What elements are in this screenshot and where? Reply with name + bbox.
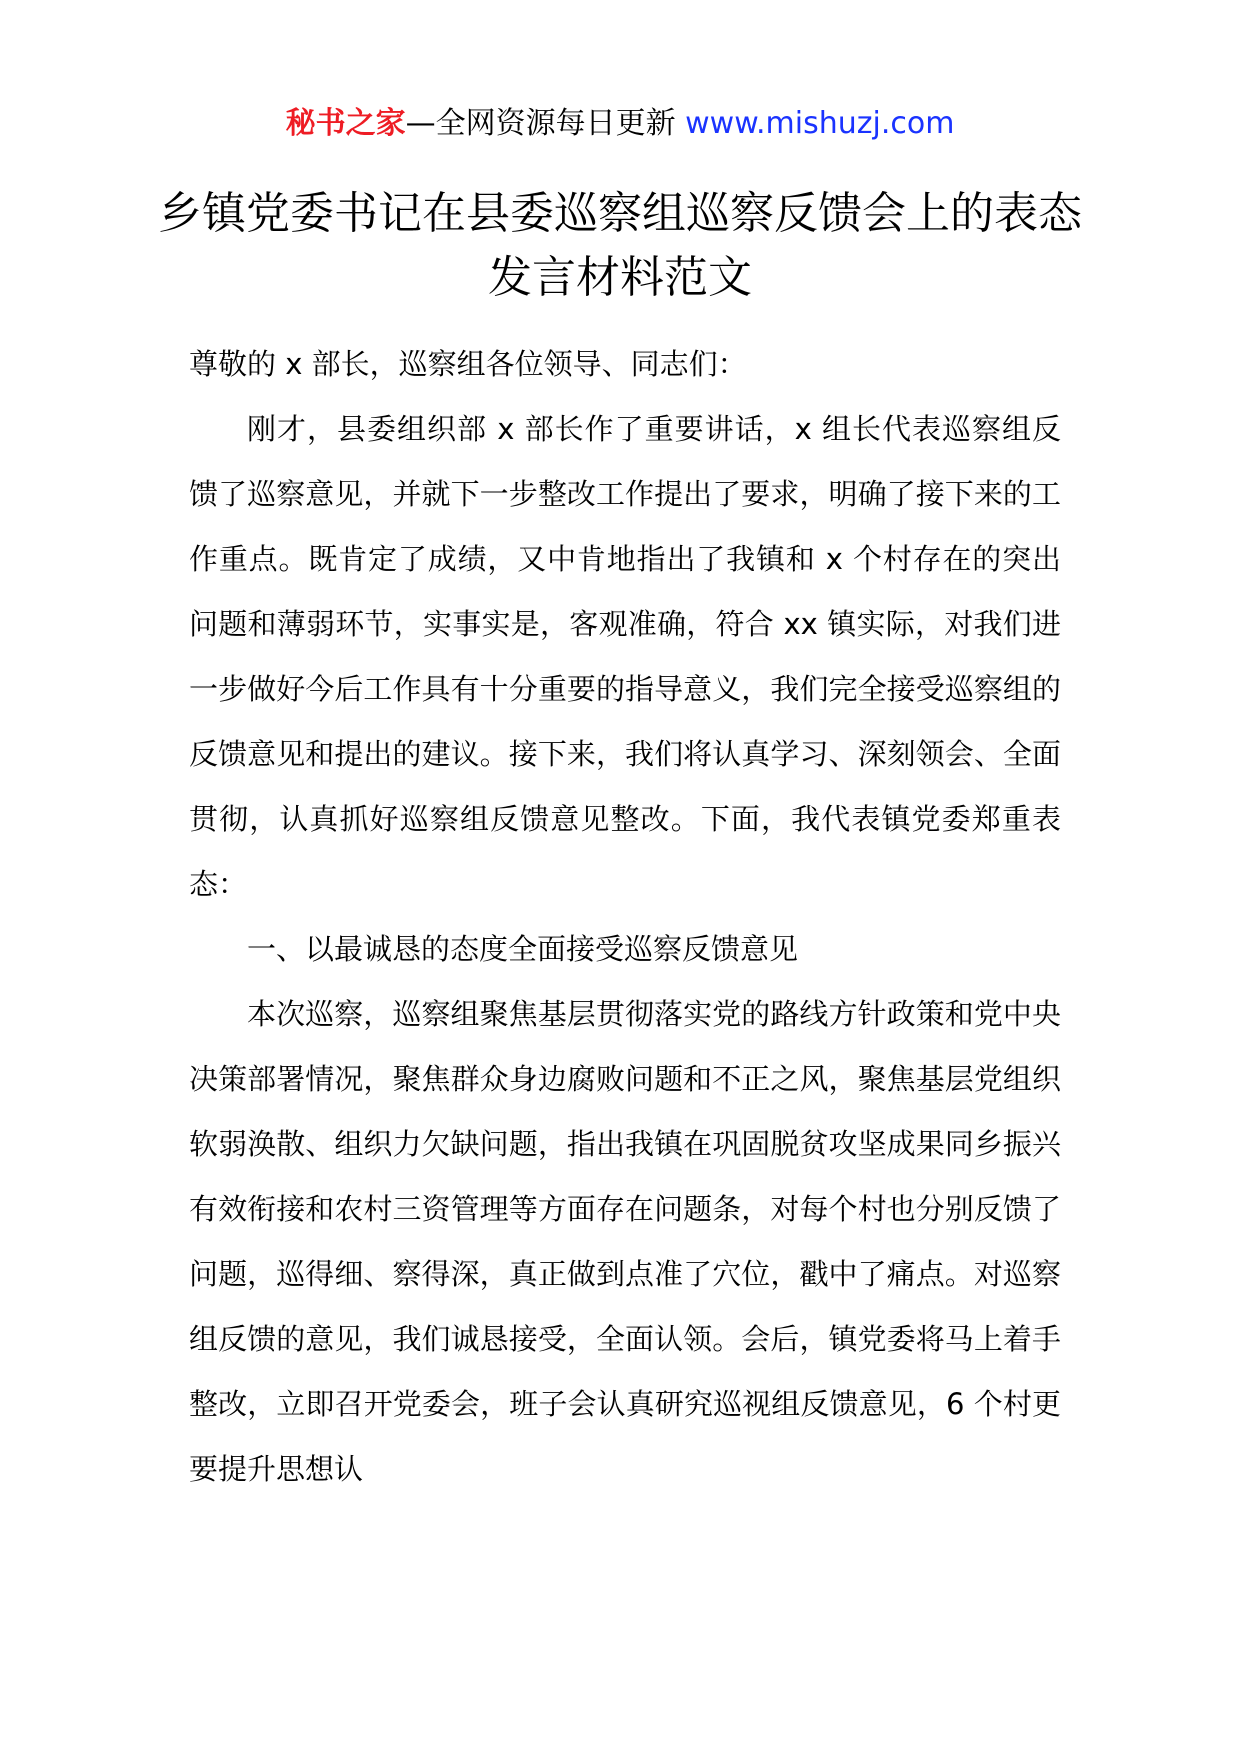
section-heading: 一、以最诚恳的态度全面接受巡察反馈意见	[247, 932, 799, 966]
document-body	[189, 332, 1061, 1502]
header-slogan: —全网资源每日更新	[405, 106, 686, 141]
page-header	[0, 104, 1240, 144]
paragraph-section-1: 本次巡察，巡察组聚焦基层贯彻落实党的路线方针政策和党中央决策部署情况，聚焦群众身边腐败问题和不正之风，聚焦基层党组织软弱涣散、组织力欠缺问题，指出我镇在巩固脱贫攻坚成果同乡振兴有效衔接和农村三资管理等方面存在问题条，对每个村也分别反馈了问题，巡得细、察得深，真正做到点准了穴位，戳中了痛点。对巡察组反馈的意见，我们诚恳接受，全面认领。会后，镇党委将马上着手整改，立即召开党委会，班子会认真研究巡视组反馈意见，6 个村更要提升思想认	[189, 997, 1061, 1486]
paragraph-intro: 刚才，县委组织部 x 部长作了重要讲话，x 组长代表巡察组反馈了巡察意见，并就下一步整改工作提出了要求，明确了接下来的工作重点。既肯定了成绩，又中肯地指出了我镇和 x 个村存在的突出问题和薄弱环节，实事实是，客观准确，符合 xx 镇实际，对我们进一步做好今后工作具有十分重要的指导意义，我们完全接受巡察组的反馈意见和提出的建议。接下来，我们将认真学习、深刻领会、全面贯彻，认真抓好巡察组反馈意见整改。下面，我代表镇党委郑重表态：	[189, 412, 1061, 901]
document-title: 乡镇党委书记在县委巡察组巡察反馈会上的表态发言材料范文	[158, 188, 1082, 303]
salutation: 尊敬的 x 部长，巡察组各位领导、同志们：	[189, 347, 747, 381]
brand-name: 秘书之家	[285, 106, 406, 141]
website-link[interactable]: www.mishuzj.com	[685, 106, 955, 141]
